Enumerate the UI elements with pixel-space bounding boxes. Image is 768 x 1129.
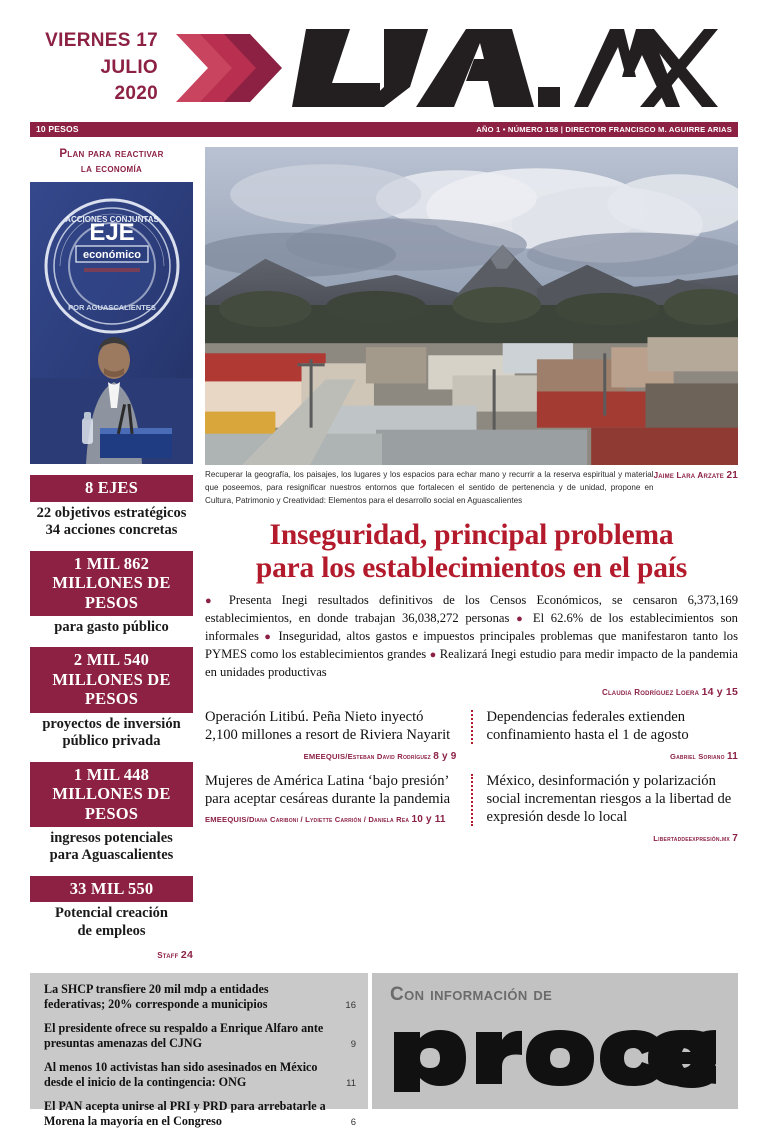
- brief-page: 6: [350, 1116, 356, 1128]
- brief-item[interactable]: [44, 1099, 356, 1129]
- bullet-icon: ●: [429, 649, 437, 662]
- brief-page: 11: [346, 1078, 356, 1090]
- publication-date: [30, 28, 162, 109]
- secondary-byline: [205, 751, 457, 762]
- stat-sub-line: para Aguascalientes: [49, 847, 174, 864]
- left-sidebar: [30, 147, 193, 961]
- brief-text: La SHCP transfiere 20 mil mdp a entidades federativas; 20% corresponde a municipios: [44, 982, 269, 1012]
- secondary-byline-name: Gabriel Soriano: [670, 751, 725, 761]
- secondary-headline: Dependencias federales extienden confinamiento hasta el 1 de agosto: [486, 708, 689, 744]
- stat-box-sub: [30, 502, 193, 540]
- secondary-headline: Mujeres de América Latina ‘bajo presión’ para aceptar cesáreas durante la pandemia: [205, 772, 451, 807]
- proceso-logo: [390, 1006, 738, 1092]
- price-info-bar: [30, 122, 738, 137]
- secondary-story[interactable]: [205, 708, 471, 762]
- brief-item[interactable]: [44, 1060, 356, 1090]
- chevron-logo-icon: [176, 32, 288, 104]
- date-line-weekday: VIERNES 17: [45, 29, 158, 51]
- stat-sub-line: Potencial creación: [55, 905, 168, 922]
- svg-text:EJE: EJE: [89, 219, 135, 247]
- secondary-byline-page: 7: [732, 832, 738, 844]
- stat-box: [30, 876, 193, 940]
- brief-text: El PAN acepta unirse al PRI y PRD para arrebatarle a Morena la mayoría en el Congreso: [44, 1099, 326, 1128]
- lead-deck-part: El 62.6% de los establecimientos son informales: [205, 611, 738, 644]
- lead-deck-part: Presenta Inegi resultados definitivos de los Censos Económicos, se censaron 6,373,169 establecimientos, en donde trabajan 36,038,272 personas: [205, 593, 738, 626]
- secondary-headline: México, desinformación y polarización social incrementan riesgos a la libertad de expresión desde lo local: [486, 772, 732, 826]
- lead-byline: [205, 686, 738, 698]
- lead-deck: [205, 592, 738, 681]
- svg-text:económico: económico: [82, 249, 142, 262]
- lead-byline-name: Claudia Rodríguez Loera: [601, 687, 700, 697]
- sidebar-kicker-line1: Plan para reactivar: [59, 148, 164, 160]
- stat-box: [30, 551, 193, 637]
- lead-deck-part: Realizará Inegi estudio para medir impacto de la pandemia en unidades productivas: [205, 647, 738, 679]
- stat-sub-line: ingresos potenciales: [50, 830, 173, 847]
- stat-head-line: 1 MIL 862: [73, 553, 150, 573]
- masthead: [30, 0, 738, 118]
- secondary-byline-name: Diana Cariboni / Lydiette Carrión / Daniela Rea: [249, 815, 410, 825]
- briefs-panel: [30, 973, 368, 1128]
- stat-sub-line: proyectos de inversión: [42, 715, 181, 732]
- stat-head-line: 1 MIL 448: [73, 764, 150, 784]
- brief-page: 9: [350, 1039, 356, 1051]
- stat-box-sub: [30, 902, 193, 940]
- sidebar-photo: [30, 182, 193, 464]
- sidebar-byline-name: Staff: [157, 951, 179, 961]
- date-line-year: 2020: [114, 83, 158, 105]
- sidebar-kicker-line2: la economía: [80, 162, 143, 175]
- stat-box-head: 8 EJES: [30, 475, 193, 501]
- photo-caption-byline: [654, 468, 738, 484]
- sidebar-byline: [30, 949, 193, 961]
- sidebar-kicker: [30, 147, 193, 176]
- secondary-byline: [487, 751, 739, 762]
- stat-box-sub: [30, 616, 193, 636]
- stat-box-head: [30, 762, 193, 827]
- secondary-byline-page: 11: [727, 750, 738, 762]
- secondary-byline-page: 8 y 9: [433, 750, 457, 762]
- stat-sub-line: de empleos: [77, 922, 146, 939]
- lja-mx-wordmark: [288, 25, 738, 111]
- stat-sub-line: 22 objetivos estratégicos: [36, 504, 187, 521]
- secondary-byline-name: Libertaddeexpresión.mx: [653, 833, 730, 843]
- secondary-byline-source: EMEEQUIS/: [205, 815, 249, 825]
- secondary-byline-name: Esteban David Rodríguez: [347, 751, 431, 761]
- brief-page: 16: [345, 1000, 356, 1012]
- stat-box: [30, 762, 193, 865]
- bullet-icon: ●: [205, 595, 219, 608]
- stat-box: [30, 475, 193, 539]
- lead-headline-line1: Inseguridad, principal problema: [269, 519, 674, 552]
- page-footer: [30, 973, 738, 1128]
- secondary-story[interactable]: [473, 708, 739, 762]
- stat-head-line: 33 MIL 550: [69, 878, 154, 898]
- stat-head-line: MILLONES DE PESOS: [52, 669, 171, 709]
- secondary-row: [205, 708, 738, 762]
- page-body: [30, 147, 738, 961]
- sidebar-byline-page: 24: [180, 949, 193, 962]
- photo-caption-text: Recuperar la geografía, los paisajes, los lugares y los espacios para echar mano y recurrir a la reserva espiritual y material que poseemos, para resignificar nuestros entornos que fortalecen el sentido de pertenencia y de unidad, propone en Cultura, Patrimonio y Creatividad: Elementos para el desarrollo social en Aguascalientes: [205, 470, 654, 505]
- main-column: [205, 147, 738, 961]
- proceso-kicker: Con información de: [390, 984, 553, 1006]
- secondary-byline: [487, 833, 739, 844]
- stat-box-head: [30, 551, 193, 616]
- brief-item[interactable]: [44, 1021, 356, 1051]
- stat-box-sub: [30, 713, 193, 751]
- issue-info-label: AÑO 1 • NÚMERO 158 | DIRECTOR FRANCISCO M. AGUIRRE ARIAS: [476, 124, 732, 134]
- brief-text: Al menos 10 activistas han sido asesinados en México desde el inicio de la contingencia: ONG: [44, 1060, 318, 1090]
- secondary-story[interactable]: [473, 772, 739, 844]
- secondary-headline: Operación Litibú. Peña Nieto inyectó 2,100 millones a resort de Riviera Nayarit: [205, 708, 451, 744]
- secondary-byline-page: 10 y 11: [411, 814, 446, 826]
- secondary-row: [205, 772, 738, 844]
- stat-box-head: [30, 876, 193, 902]
- stat-box: [30, 647, 193, 750]
- price-label: 10 PESOS: [36, 124, 79, 135]
- svg-text:ACCIONES CONJUNTAS: ACCIONES CONJUNTAS: [65, 215, 159, 225]
- stat-box-sub: [30, 827, 193, 865]
- lead-headline[interactable]: [205, 519, 738, 585]
- photo-byline-page: 21: [726, 470, 738, 481]
- main-photo: [205, 147, 738, 465]
- secondary-byline-source: EMEEQUIS/: [303, 751, 348, 761]
- stat-sub-line: público privada: [62, 733, 161, 750]
- stat-head-line: MILLONES DE PESOS: [52, 784, 171, 823]
- stat-sub-line: 34 acciones concretas: [45, 522, 178, 539]
- lead-byline-page: 14 y 15: [701, 685, 738, 698]
- svg-text:POR AGUASCALIENTES: POR AGUASCALIENTES: [68, 303, 156, 313]
- photo-byline-name: Jaime Lara Arzate: [653, 471, 725, 480]
- proceso-panel: [372, 973, 738, 1109]
- photo-caption: [205, 469, 738, 507]
- date-line-month: JULIO: [100, 56, 158, 78]
- secondary-story[interactable]: [205, 772, 471, 844]
- stat-sub-line: para gasto público: [54, 619, 169, 636]
- brief-text: El presidente ofrece su respaldo a Enrique Alfaro ante presuntas amenazas del CJNG: [44, 1021, 324, 1051]
- bullet-icon: ●: [516, 613, 527, 626]
- lead-headline-line2: para los establecimientos en el país: [255, 552, 688, 585]
- secondary-byline: [205, 814, 457, 825]
- lead-deck-part: Inseguridad, altos gastos e impuestos principales problemas que manifestaron tanto los PYMES como los establecimientos grandes: [205, 629, 738, 662]
- stat-head-line: 2 MIL 540: [73, 650, 150, 670]
- brief-item[interactable]: [44, 982, 356, 1012]
- bullet-icon: ●: [264, 631, 274, 644]
- stat-box-head: [30, 647, 193, 712]
- stat-head-line: MILLONES DE PESOS: [52, 573, 171, 612]
